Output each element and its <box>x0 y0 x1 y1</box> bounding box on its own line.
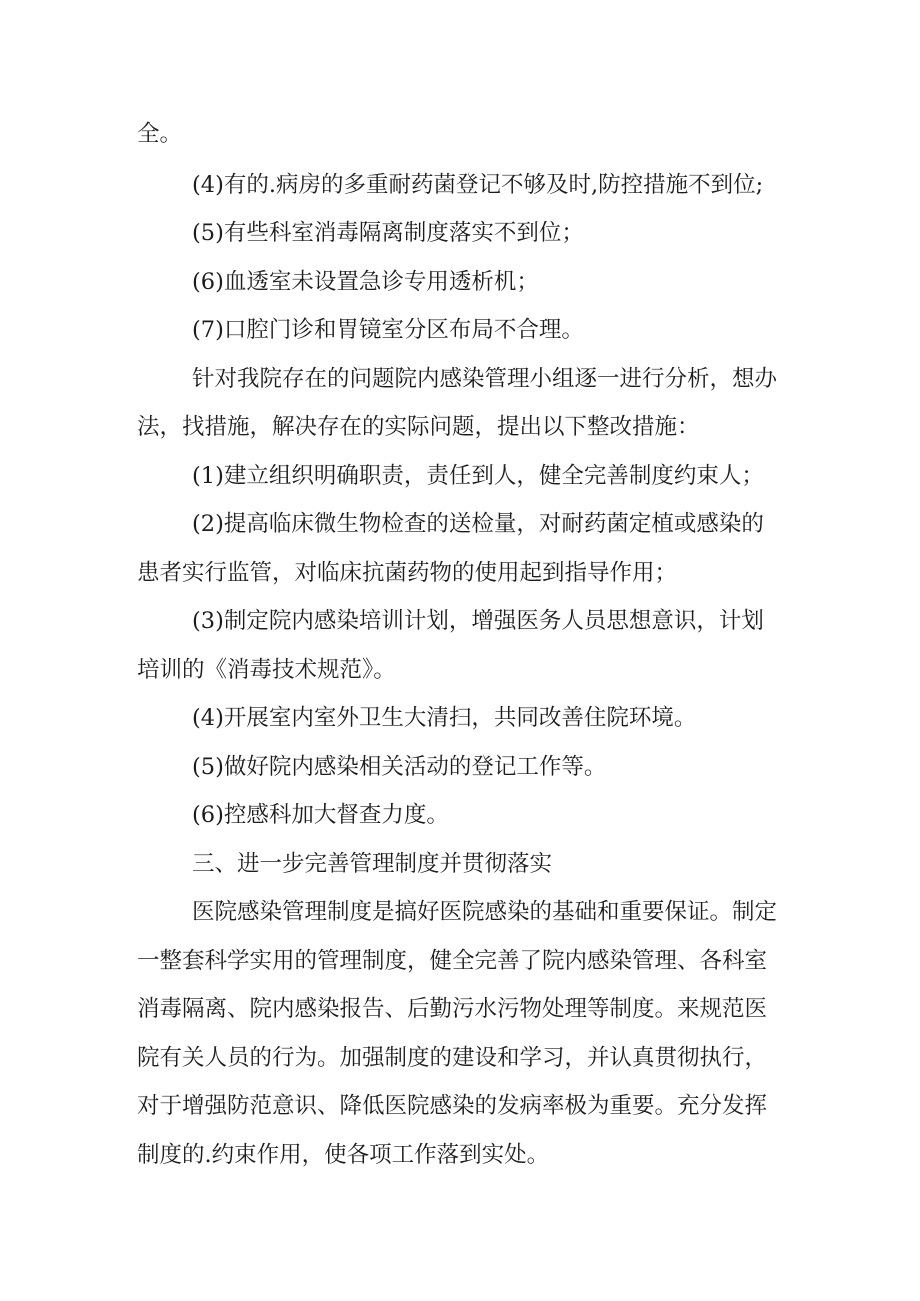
section-heading: 三、进一步完善管理制度并贯彻落实 <box>192 851 553 877</box>
text-line: 患者实行监管，对临床抗菌药物的使用起到指导作用； <box>137 560 678 586</box>
text-line: (4)开展室内室外卫生大清扫，共同改善住院环境。 <box>192 705 697 731</box>
text-line: 全。 <box>137 121 183 147</box>
text-line: 培训的《消毒技术规范》。 <box>137 657 396 683</box>
text-line: (7)口腔门诊和胃镜室分区布局不合理。 <box>192 317 584 343</box>
text-line: 消毒隔离、院内感染报告、后勤污水污物处理等制度。来规范医 <box>137 996 768 1022</box>
text-line: 法，找措施，解决存在的实际问题，提出以下整改措施： <box>137 414 700 440</box>
text-line: (3)制定院内感染培训计划，增强医务人员思想意识，计划 <box>192 608 764 634</box>
text-line: (4)有的.病房的多重耐药菌登记不够及时,防控措施不到位; <box>192 172 764 198</box>
text-line: (5)做好院内感染相关活动的登记工作等。 <box>192 754 607 780</box>
text-line: 院有关人员的行为。加强制度的建设和学习，并认真贯彻执行， <box>137 1045 768 1071</box>
text-line: 制度的.约束作用，使各项工作落到实处。 <box>137 1142 550 1168</box>
text-line: (5)有些科室消毒隔离制度落实不到位； <box>192 220 584 246</box>
text-line: (1)建立组织明确职责，责任到人，健全完善制度约束人； <box>192 463 764 489</box>
text-line: (6)控感科加大督查力度。 <box>192 802 449 828</box>
text-line: (6)血透室未设置急诊专用透析机； <box>192 269 539 295</box>
text-line: 针对我院存在的问题院内感染管理小组逐一进行分析，想办 <box>192 366 778 392</box>
text-line: 医院感染管理制度是搞好医院感染的基础和重要保证。制定 <box>192 899 778 925</box>
text-line: (2)提高临床微生物检查的送检量，对耐药菌定植或感染的 <box>192 511 764 537</box>
text-line: 对于增强防范意识、降低医院感染的发病率极为重要。充分发挥 <box>137 1093 768 1119</box>
text-line: 一整套科学实用的管理制度，健全完善了院内感染管理、各科室 <box>137 948 768 974</box>
